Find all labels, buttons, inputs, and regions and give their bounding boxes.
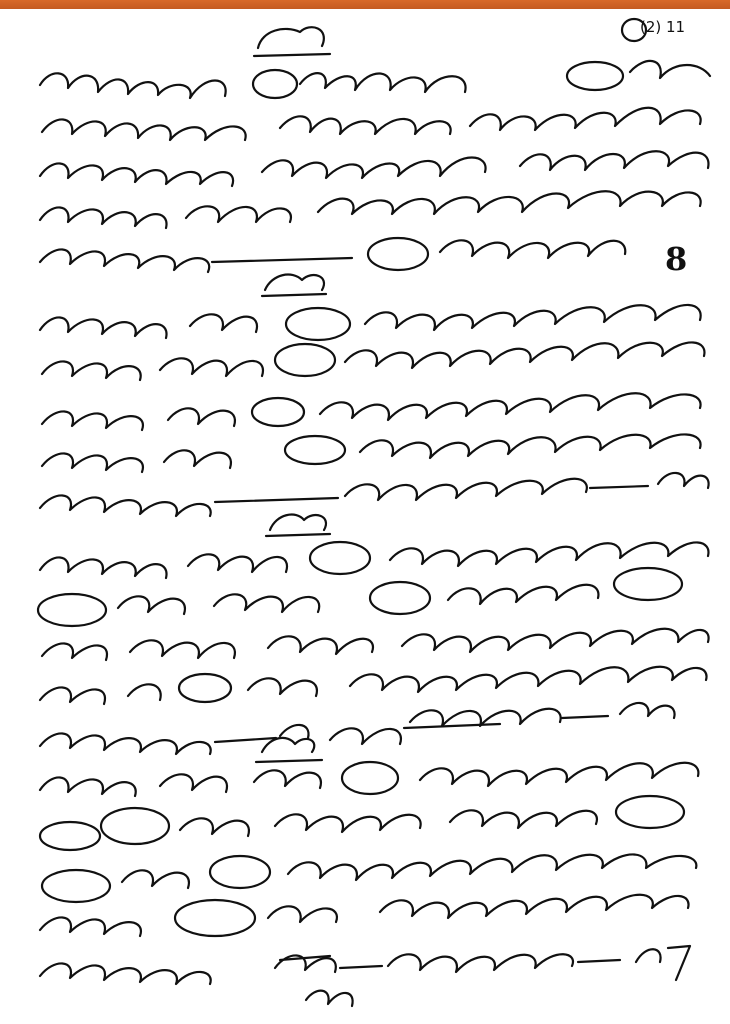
section-1-body [40,61,710,272]
section-1-number: 8 [665,240,688,278]
page-number-circle [622,19,646,41]
footer-mark-ink [306,991,353,1006]
page-number: (2) 11 [640,18,686,36]
section-2-body [40,305,709,516]
section-4-heading [256,738,322,762]
section-1-heading [254,27,330,56]
section-2-heading [262,275,326,296]
section-4-body [40,762,698,984]
section-3-heading [266,515,330,536]
section-3-body [38,542,709,754]
